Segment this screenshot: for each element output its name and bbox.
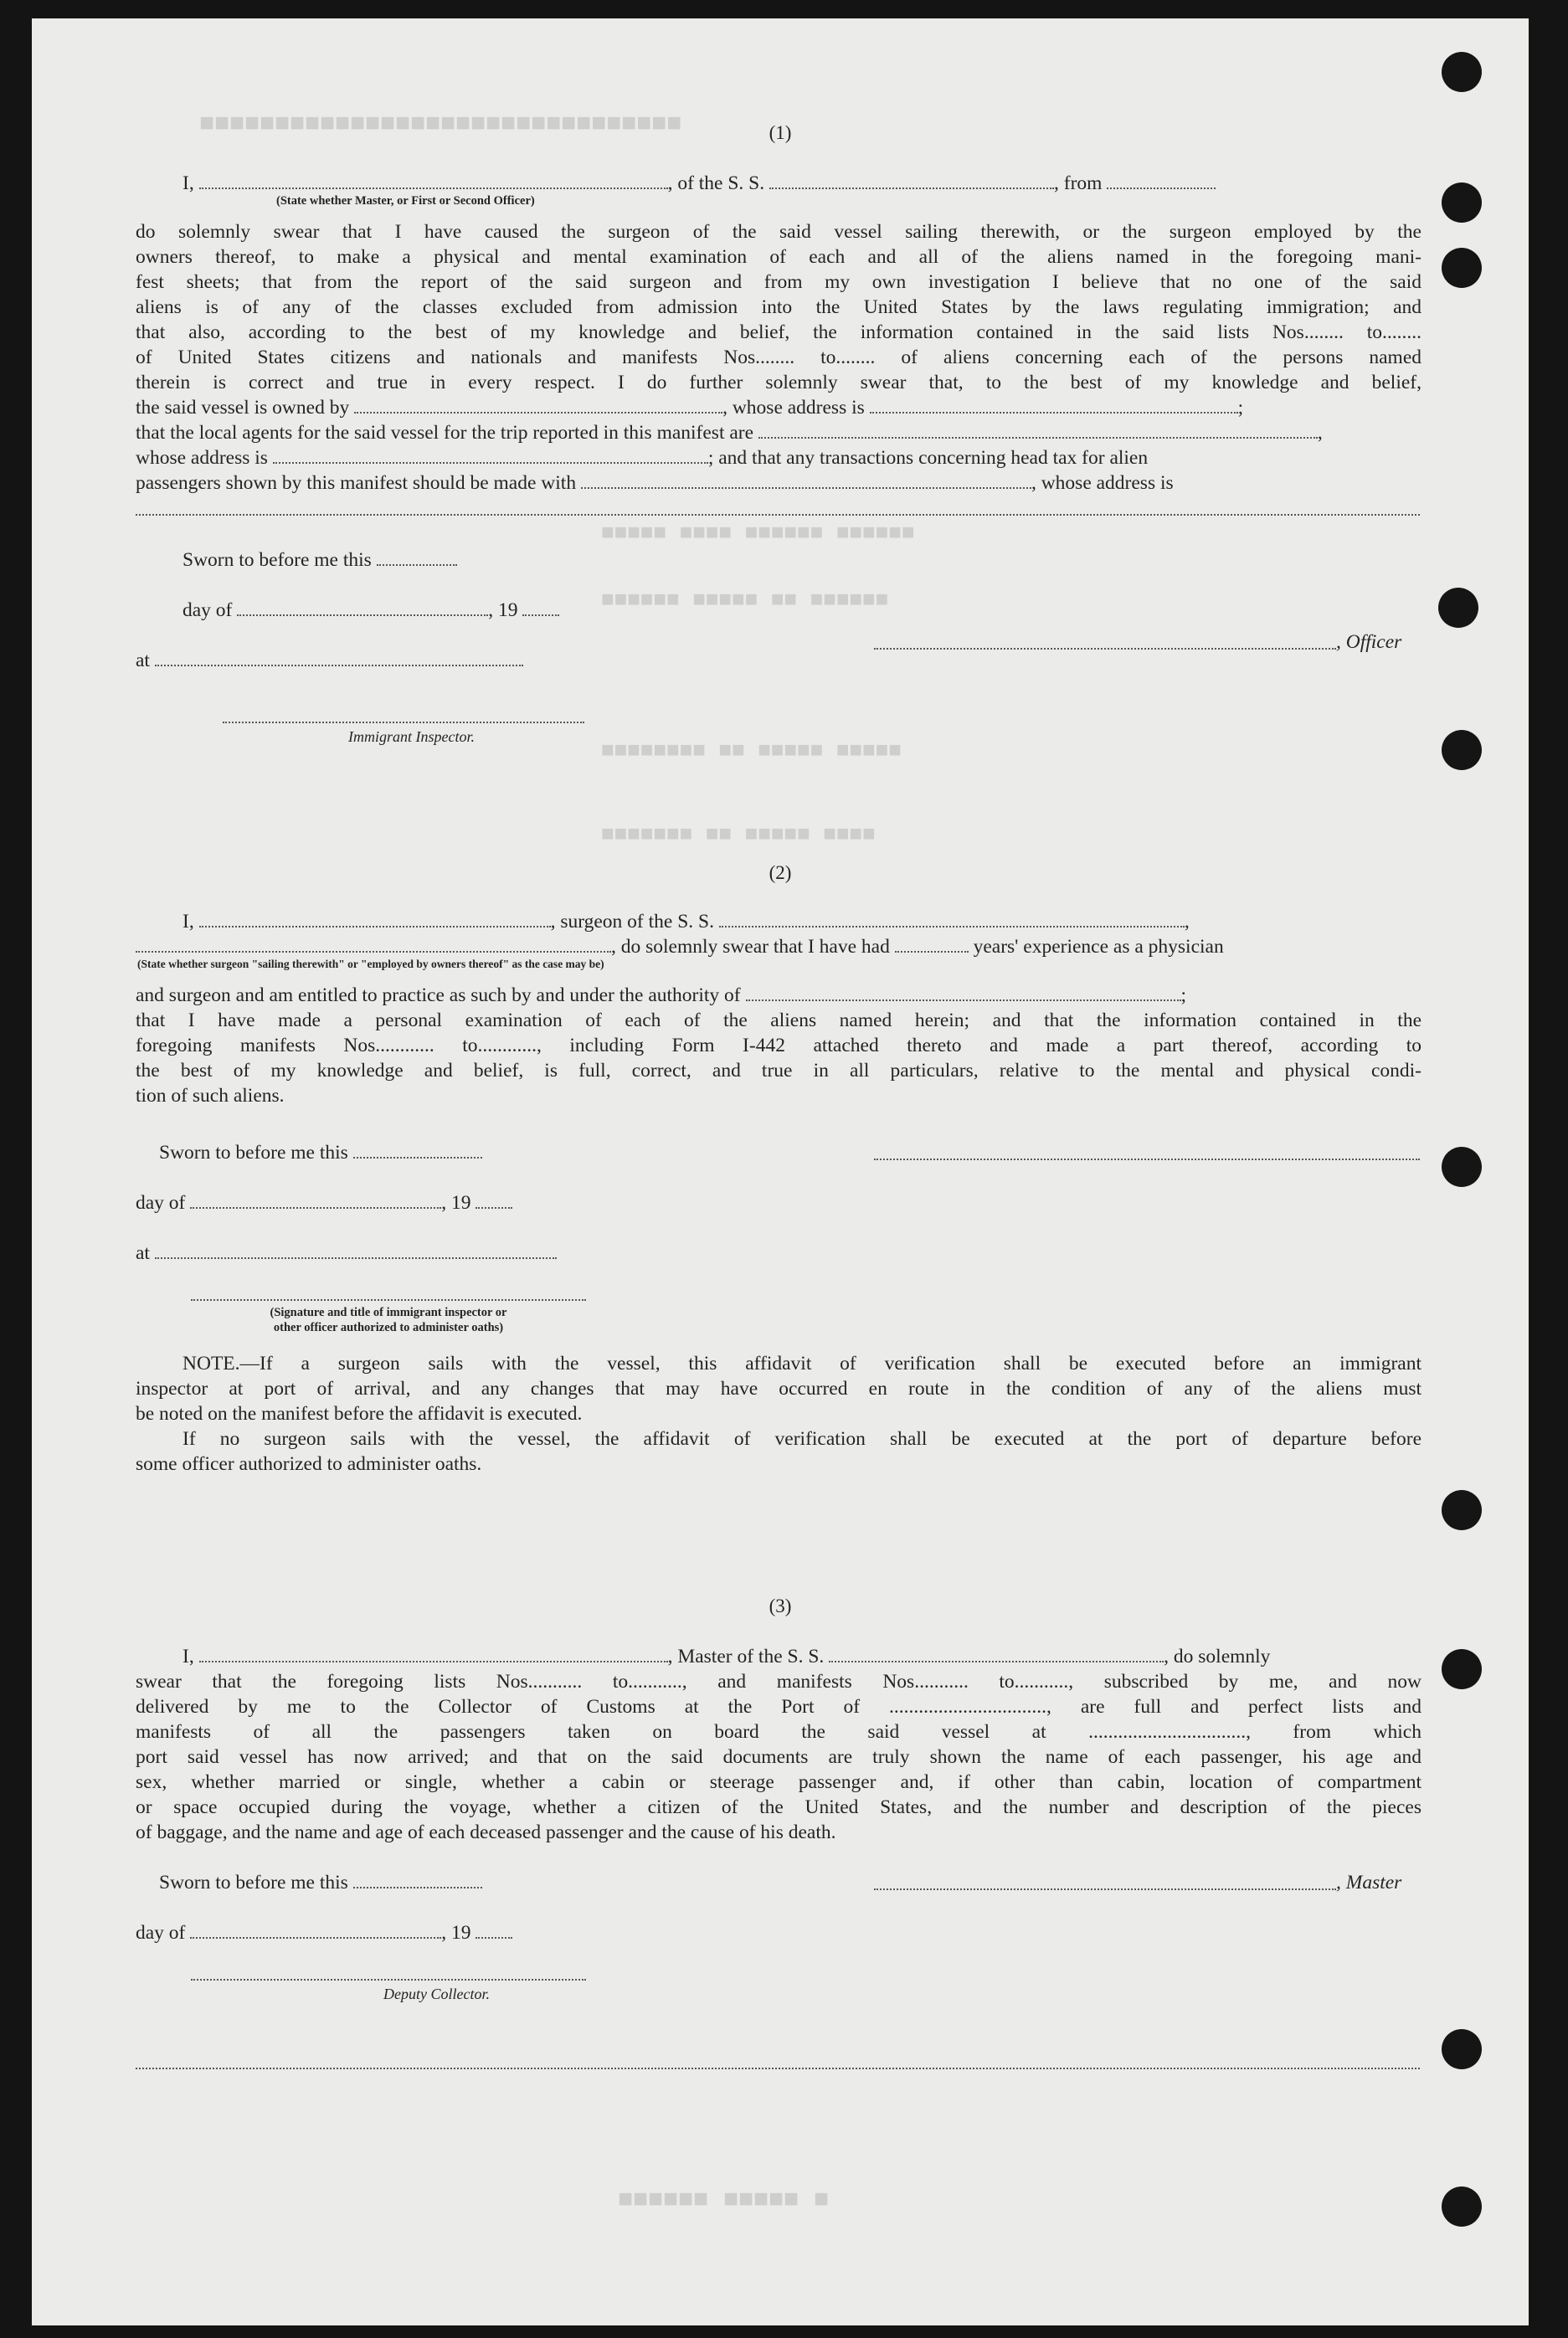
text: , Officer xyxy=(1336,631,1402,653)
collector-label: Deputy Collector. xyxy=(383,1986,490,2002)
text: Sworn to before me this xyxy=(159,1872,348,1894)
text: I, xyxy=(183,1646,194,1667)
blank-field[interactable] xyxy=(377,549,457,566)
owner-line xyxy=(136,395,1243,420)
blank-field[interactable] xyxy=(476,1922,512,1939)
blank-field[interactable] xyxy=(746,984,1181,1001)
punch-hole xyxy=(1442,52,1482,92)
blank-field[interactable] xyxy=(190,1922,441,1939)
head-tax-line xyxy=(136,470,1174,496)
text: , whose address is xyxy=(722,397,865,419)
text: that the local agents for the said vessel for the trip reported in this manifest are xyxy=(136,422,754,444)
inspector-signature-line[interactable] xyxy=(191,1299,586,1301)
section-number: (2) xyxy=(769,862,792,883)
surgeon-note: (State whether surgeon "sailing therewith" or "employed by owners thereof" as the case may be) xyxy=(137,958,604,970)
text: years' experience as a physician xyxy=(973,936,1224,958)
bleed-through-text: ■■■■ ■■■■■ ■■ ■■■■■■■ xyxy=(601,822,876,847)
text: ; xyxy=(1237,397,1244,419)
blank-field[interactable] xyxy=(155,1242,557,1259)
punch-hole xyxy=(1442,2029,1482,2069)
sworn-line xyxy=(183,547,457,573)
bleed-through-text: ■■■■■ ■■■■■ ■■ ■■■■■■■■ xyxy=(601,738,902,763)
section-number: (3) xyxy=(769,1595,792,1616)
punch-hole xyxy=(1442,730,1482,770)
affidavit-line: that also, according to the best of my knowledge and belief, the information contained in the said lists Nos........ to........ xyxy=(136,321,1421,343)
affidavit-line: that I have made a personal examination of each of the aliens named herein; and that the information contained in the xyxy=(136,1010,1421,1031)
master-line xyxy=(183,1644,1270,1669)
sworn-line xyxy=(159,1140,482,1165)
text: Sworn to before me this xyxy=(183,549,372,571)
affidavit-line: sex, whether married or single, whether a cabin or steerage passenger and, if other than cabin, location of compartment xyxy=(136,1771,1421,1793)
note-line: If no surgeon sails with the vessel, the affidavit of verification shall be executed at the port of departure before xyxy=(183,1428,1421,1450)
blank-field[interactable] xyxy=(758,422,1318,439)
blank-field[interactable] xyxy=(522,599,559,616)
affidavit-line: fest sheets; that from the report of the said surgeon and from my own investigation I believe that no one of the said xyxy=(136,271,1421,293)
officer-signature-line[interactable] xyxy=(874,648,1336,650)
collector-signature-line[interactable] xyxy=(191,1979,586,1981)
text: , whose address is xyxy=(1031,472,1174,494)
punch-hole xyxy=(1442,248,1482,288)
text: and surgeon and am entitled to practice as such by and under the authority of xyxy=(136,984,741,1006)
affidavit-line: or space occupied during the voyage, whether a citizen of the United States, and the number and description of the pieces xyxy=(136,1796,1421,1818)
blank-field[interactable] xyxy=(870,397,1238,414)
bleed-through-text: ■■■■■■ ■■ ■■■■■ ■■■■■■ xyxy=(601,588,889,613)
text: Sworn to before me this xyxy=(159,1142,348,1164)
text: , 19 xyxy=(441,1922,471,1944)
blank-field[interactable] xyxy=(190,1192,441,1209)
punch-hole xyxy=(1442,182,1482,223)
surgeon-signature-line[interactable] xyxy=(874,1159,1420,1160)
blank-field[interactable] xyxy=(273,447,708,464)
blank-field[interactable] xyxy=(719,911,1185,927)
blank-field[interactable] xyxy=(199,172,668,189)
section-number: (1) xyxy=(769,122,792,143)
signature-note: other officer authorized to administer oaths) xyxy=(273,1321,504,1334)
text: , Master xyxy=(1336,1872,1402,1894)
text: whose address is xyxy=(136,447,268,469)
blank-field[interactable] xyxy=(199,1646,668,1662)
affidavit-line: of United States citizens and nationals and manifests Nos........ to........ of aliens concerning each of the persons named xyxy=(136,347,1421,368)
blank-field[interactable] xyxy=(155,650,523,666)
affidavit-last-line: tion of such aliens. xyxy=(136,1085,285,1107)
text: I, xyxy=(183,911,194,933)
affidavit-line: foregoing manifests Nos............ to............, including Form I-442 attached thereto and made a part thereof, according to xyxy=(136,1035,1421,1056)
note-last-line: some officer authorized to administer oaths. xyxy=(136,1453,482,1475)
affidavit-line: owners thereof, to make a physical and mental examination of each and all of the aliens named in the foregoing mani- xyxy=(136,246,1421,268)
agent-address-line xyxy=(136,445,1148,470)
blank-field[interactable] xyxy=(581,472,1031,489)
blank-field[interactable] xyxy=(353,1872,482,1888)
blank-field[interactable] xyxy=(354,397,722,414)
blank-field[interactable] xyxy=(829,1646,1164,1662)
note-last-line: be noted on the manifest before the affidavit is executed. xyxy=(136,1403,583,1425)
master-label xyxy=(1336,1870,1401,1895)
bleed-through-text: ■■■■■■ ■■■■■■ ■■■■ ■■■■■ xyxy=(601,521,915,546)
bleed-through-text: ■■■■■■■■■■■■■■■■■■■■■■■■■■■■■■■■ xyxy=(199,110,682,139)
blank-field[interactable] xyxy=(769,172,1054,189)
affidavit-line: manifests of all the passengers taken on board the said vessel at ................................, from which xyxy=(136,1721,1421,1743)
blank-field[interactable] xyxy=(476,1192,512,1209)
day-line xyxy=(136,1920,512,1945)
comma: , xyxy=(1317,422,1323,444)
manifest-page xyxy=(32,18,1529,2325)
affidavit-line: do solemnly swear that I have caused the surgeon of the said vessel sailing therewith, or the surgeon employed by the xyxy=(136,221,1421,243)
text: , surgeon of the S. S. xyxy=(550,911,714,933)
affidavit-line: port said vessel has now arrived; and that on the said documents are truly shown the name of each passenger, his age and xyxy=(136,1746,1421,1768)
blank-field[interactable] xyxy=(895,936,969,953)
text: , from xyxy=(1054,172,1103,194)
text: , do solemnly swear that I have had xyxy=(611,936,890,958)
punch-hole xyxy=(1442,1649,1482,1689)
day-line xyxy=(136,1190,512,1215)
sworn-line xyxy=(159,1870,482,1895)
surgeon-line xyxy=(183,909,1190,934)
note-line: NOTE.—If a surgeon sails with the vessel, this affidavit of verification shall be executed before an immigrant xyxy=(183,1353,1421,1375)
at-line xyxy=(136,1241,557,1266)
text: ; and that any transactions concerning head tax for alien xyxy=(707,447,1149,469)
master-line xyxy=(183,171,1216,196)
master-signature-line[interactable] xyxy=(874,1888,1336,1890)
text: , 19 xyxy=(441,1192,471,1214)
text: , of the S. S. xyxy=(667,172,765,194)
affidavit-last-line: of baggage, and the name and age of each deceased passenger and the cause of his death. xyxy=(136,1822,836,1843)
address-rule[interactable] xyxy=(136,514,1420,516)
text: at xyxy=(136,650,150,671)
day-line xyxy=(183,598,559,623)
blank-field[interactable] xyxy=(237,599,488,616)
text: , Master of the S. S. xyxy=(667,1646,825,1667)
text: day of xyxy=(136,1922,186,1944)
affidavit-line: aliens is of any of the classes excluded from admission into the United States by the laws regulating immigration; and xyxy=(136,296,1421,318)
blank-field[interactable] xyxy=(353,1142,482,1159)
master-note: (State whether Master, or First or Second Officer) xyxy=(276,194,535,208)
signature-note: (Signature and title of immigrant inspector or xyxy=(270,1306,507,1319)
text: day of xyxy=(136,1192,186,1214)
text: day of xyxy=(183,599,233,621)
punch-hole xyxy=(1442,2186,1482,2227)
bottom-rule xyxy=(136,2068,1420,2069)
affidavit-line: the best of my knowledge and belief, is full, correct, and true in all particulars, relative to the mental and physical condi- xyxy=(136,1060,1421,1082)
officer-label xyxy=(1336,629,1401,655)
authority-line xyxy=(136,983,1186,1008)
at-line xyxy=(136,648,523,673)
agents-line xyxy=(136,420,1323,445)
affidavit-line: delivered by me to the Collector of Customs at the Port of ................................, are full and perfect lists and xyxy=(136,1696,1421,1718)
text: passengers shown by this manifest should be made with xyxy=(136,472,577,494)
affidavit-line: swear that the foregoing lists Nos........... to..........., and manifests Nos........... to..........., subscribed by me, and now xyxy=(136,1671,1421,1693)
punch-hole xyxy=(1442,1147,1482,1187)
punch-hole xyxy=(1438,588,1478,628)
surgeon-line-2 xyxy=(136,934,1224,959)
text: I, xyxy=(183,172,194,194)
blank-field[interactable] xyxy=(199,911,551,927)
bleed-through-text: ■ ■■■■■ ■■■■■■ xyxy=(618,2186,830,2215)
text: at xyxy=(136,1242,150,1264)
text: , do solemnly xyxy=(1164,1646,1271,1667)
text: , xyxy=(1184,911,1190,933)
affidavit-line: therein is correct and true in every respect. I do further solemnly swear that, to the best of my knowledge and belief, xyxy=(136,372,1421,393)
inspector-label: Immigrant Inspector. xyxy=(348,728,475,745)
inspector-signature-line[interactable] xyxy=(223,722,584,723)
punch-hole xyxy=(1442,1490,1482,1530)
text: the said vessel is owned by xyxy=(136,397,350,419)
blank-field[interactable] xyxy=(136,936,611,953)
note-line: inspector at port of arrival, and any changes that may have occurred en route in the condition of any of the aliens must xyxy=(136,1378,1421,1400)
text: ; xyxy=(1180,984,1187,1006)
text: , 19 xyxy=(488,599,518,621)
blank-field[interactable] xyxy=(1107,172,1216,189)
